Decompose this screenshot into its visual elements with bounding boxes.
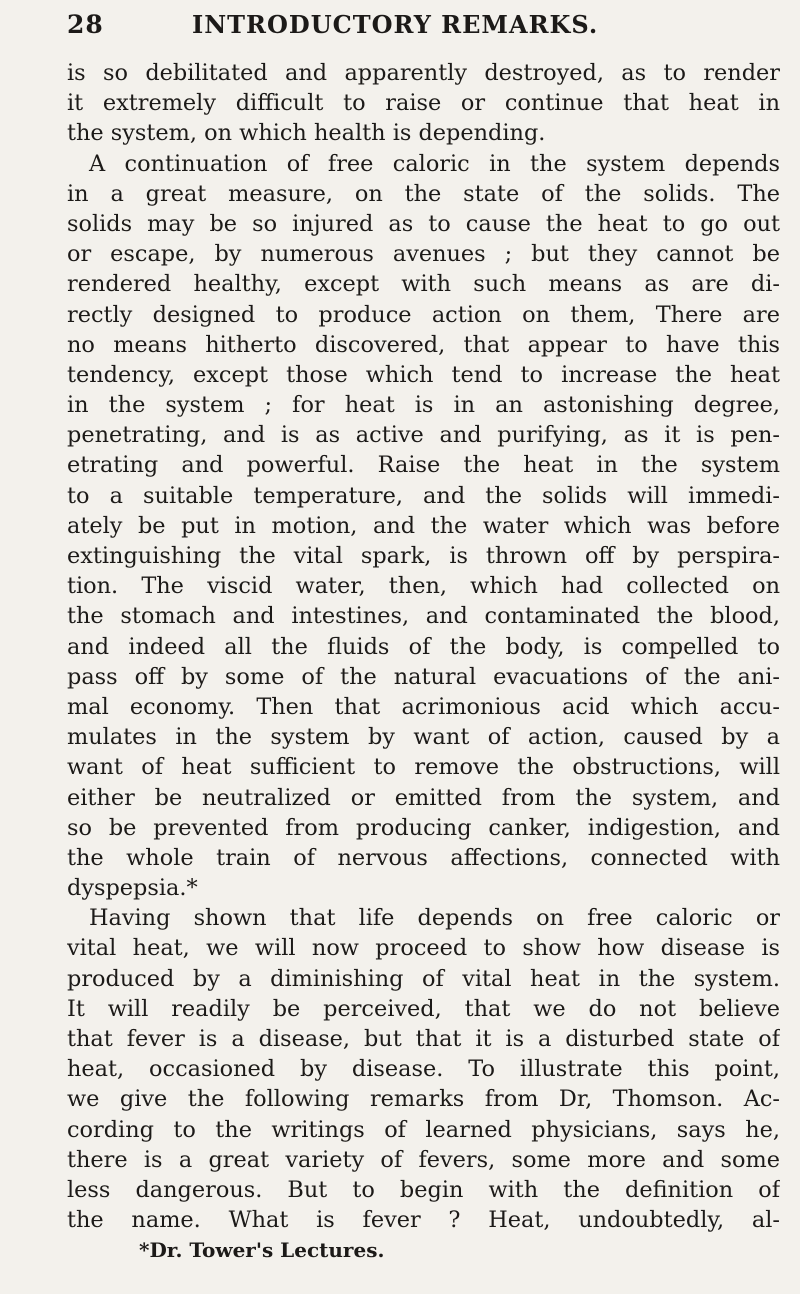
text-line: the whole train of nervous affections, connected with <box>67 844 780 871</box>
text-line: the system, on which health is depending. <box>67 120 546 147</box>
text-line: rectly designed to produce action on them, There are <box>67 301 780 328</box>
text-line: produced by a diminishing of vital heat in the system. <box>67 965 780 992</box>
text-line: no means hitherto discovered, that appear to have this <box>67 331 780 358</box>
text-line: extinguishing the vital spark, is thrown off by perspira- <box>67 543 780 569</box>
text-line: vital heat, we will now proceed to show how disease is <box>67 935 780 962</box>
text-line: less dangerous. But to begin with the definition of <box>67 1176 780 1203</box>
page-header <box>67 10 780 50</box>
text-line: the stomach and intestines, and contaminated the blood, <box>67 603 780 630</box>
text-line: cording to the writings of learned physicians, says he, <box>67 1116 780 1143</box>
page-number: 28 <box>67 10 104 39</box>
running-title: INTRODUCTORY REMARKS. <box>192 10 599 39</box>
text-line: it extremely difficult to raise or continue that heat in <box>67 90 780 117</box>
text-line: to a suitable temperature, and the solids will immedi- <box>67 482 780 509</box>
text-line: or escape, by numerous avenues ; but they cannot be <box>67 241 780 268</box>
text-line: pass off by some of the natural evacuations of the ani- <box>67 663 780 690</box>
text-line: want of heat sufficient to remove the obstructions, will <box>67 754 780 781</box>
text-line: so be prevented from producing canker, indigestion, and <box>67 814 780 841</box>
text-line: the name. What is fever ? Heat, undoubtedly, al- <box>67 1207 780 1234</box>
body-text <box>67 58 780 1235</box>
text-line: mal economy. Then that acrimonious acid which accu- <box>67 693 780 720</box>
text-line: A continuation of free caloric in the system depends <box>89 150 780 177</box>
text-line: there is a great variety of fevers, some more and some <box>67 1146 780 1173</box>
text-line: in a great measure, on the state of the solids. The <box>67 180 780 207</box>
text-line: in the system ; for heat is in an astonishing degree, <box>67 392 780 419</box>
text-line: that fever is a disease, but that it is a disturbed state of <box>67 1026 780 1052</box>
text-line: heat, occasioned by disease. To illustrate this point, <box>67 1056 780 1083</box>
text-line: etrating and powerful. Raise the heat in the system <box>67 452 780 479</box>
text-line: solids may be so injured as to cause the heat to go out <box>67 210 780 237</box>
text-line: ately be put in motion, and the water which was before <box>67 512 780 539</box>
text-line: either be neutralized or emitted from the system, and <box>67 784 780 811</box>
text-line: tendency, except those which tend to increase the heat <box>67 361 780 388</box>
text-line: is so debilitated and apparently destroyed, as to render <box>67 60 780 86</box>
text-line: mulates in the system by want of action, caused by a <box>67 724 780 751</box>
text-line: tion. The viscid water, then, which had collected on <box>67 573 780 600</box>
text-line: dyspepsia.* <box>67 875 198 902</box>
text-line: Having shown that life depends on free caloric or <box>89 905 780 932</box>
text-line: and indeed all the fluids of the body, is compelled to <box>67 633 780 660</box>
footnote: *Dr. Tower's Lectures. <box>139 1238 385 1263</box>
text-line: rendered healthy, except with such means as are di- <box>67 271 780 298</box>
text-line: penetrating, and is as active and purifying, as it is pen- <box>67 422 780 449</box>
text-line: It will readily be perceived, that we do not believe <box>67 995 780 1022</box>
text-line: we give the following remarks from Dr, Thomson. Ac- <box>67 1086 780 1113</box>
